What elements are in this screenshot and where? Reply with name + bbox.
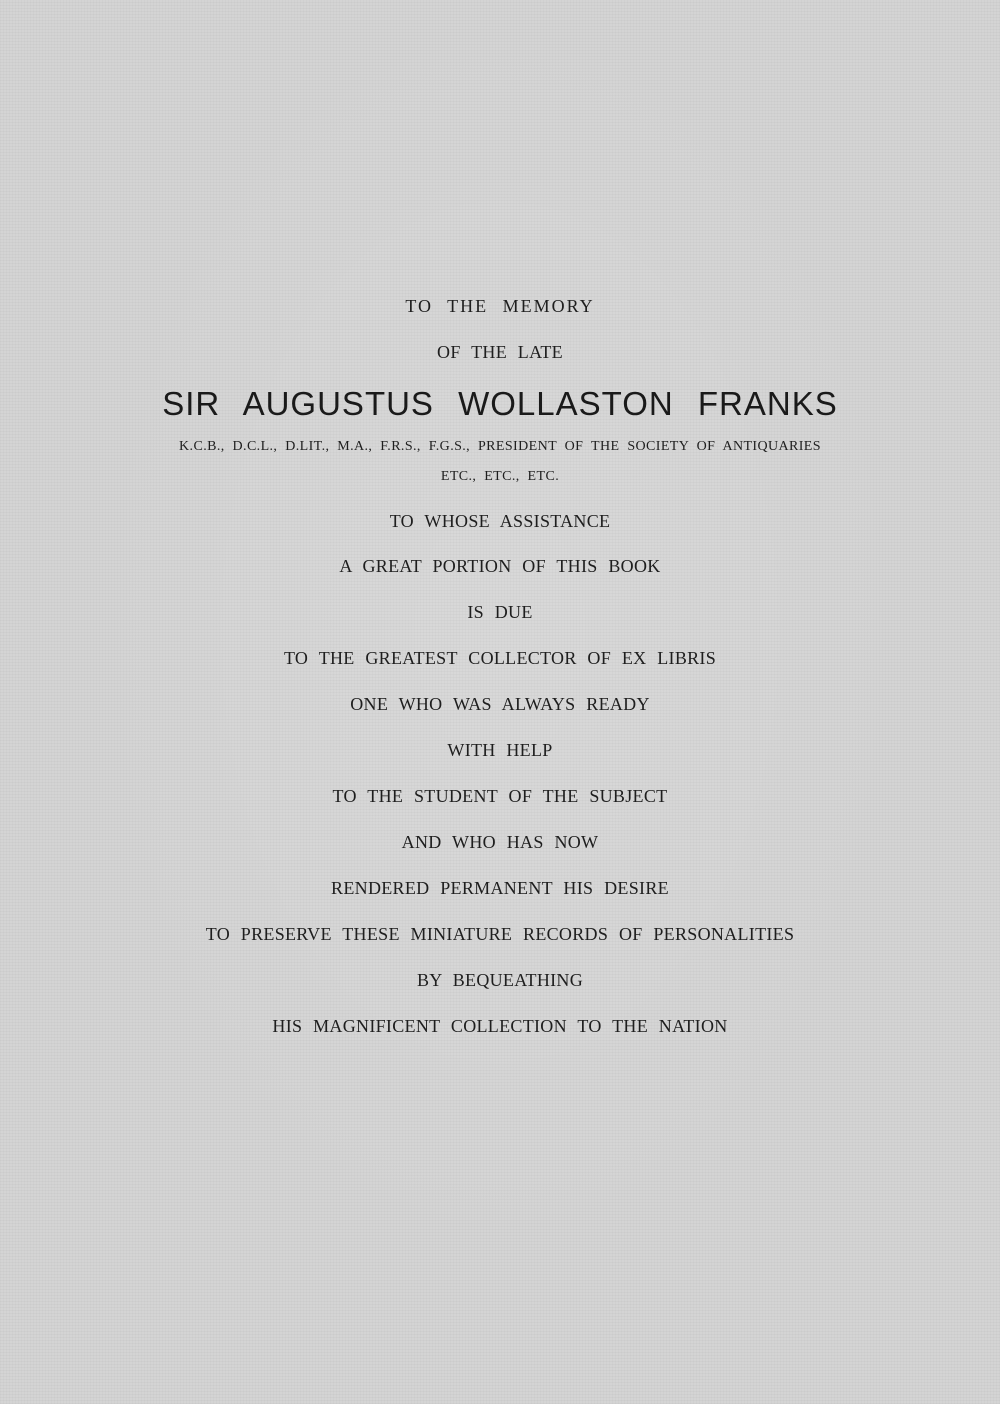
dedicatee-name: SIR AUGUSTUS WOLLASTON FRANKS (162, 385, 838, 422)
dedication-line-portion: A GREAT PORTION OF THIS BOOK (339, 556, 661, 576)
dedication-line-bequeathing: BY BEQUEATHING (416, 970, 584, 990)
dedication-line-always-ready: ONE WHO WAS ALWAYS READY (350, 694, 650, 714)
dedication-line-to-the-memory: TO THE MEMORY (405, 296, 595, 316)
dedication-line-assistance: TO WHOSE ASSISTANCE (389, 511, 611, 531)
dedication-line-preserve: TO PRESERVE THESE MINIATURE RECORDS OF PERSONALITIES (205, 924, 795, 944)
dedication-line-greatest-collector: TO THE GREATEST COLLECTOR OF EX LIBRIS (283, 648, 717, 668)
dedication-line-collection: HIS MAGNIFICENT COLLECTION TO THE NATION (272, 1016, 728, 1036)
dedication-line-student: TO THE STUDENT OF THE SUBJECT (332, 786, 668, 806)
dedicatee-etc: ETC., ETC., ETC. (440, 469, 560, 484)
dedicatee-honours: K.C.B., D.C.L., D.LIT., M.A., F.R.S., F.G.S., PRESIDENT OF THE SOCIETY OF ANTIQUARIES (179, 439, 821, 454)
dedication-line-who-has-now: AND WHO HAS NOW (401, 832, 599, 852)
dedication-line-with-help: WITH HELP (447, 740, 553, 760)
dedication-line-desire: RENDERED PERMANENT HIS DESIRE (331, 878, 669, 898)
dedication-line-of-the-late: OF THE LATE (437, 342, 563, 362)
dedication-line-is-due: IS DUE (467, 602, 533, 622)
